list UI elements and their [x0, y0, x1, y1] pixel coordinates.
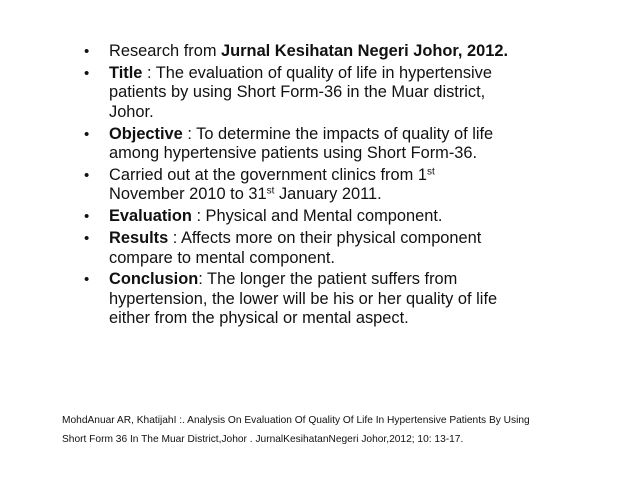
carried-out-line-2: November 2010 to 31: [109, 185, 267, 204]
ordinal-suffix: st: [266, 185, 275, 197]
ordinal-suffix: st: [426, 166, 435, 178]
bullet-carried-out: [82, 166, 562, 205]
citation: [62, 411, 632, 449]
objective-text-line-1: : To determine the impacts of quality of life: [182, 124, 494, 143]
conclusion-label: Conclusion: [109, 270, 199, 289]
title-label: Title: [109, 63, 143, 82]
bullet-title: [82, 64, 562, 122]
research-prefix: Research from: [109, 42, 222, 60]
results-text-line-1: : Affects more on their physical component: [168, 229, 482, 248]
bullet-dot: •: [84, 271, 90, 289]
bullet-objective: [82, 125, 562, 164]
research-source: Jurnal Kesihatan Negeri Johor, 2012.: [221, 42, 508, 60]
title-text-line-3: Johor.: [109, 102, 154, 121]
carried-out-line-2-end: January 2011.: [274, 185, 382, 204]
bullet-dot: •: [84, 166, 90, 184]
bullet-results: [82, 229, 562, 268]
bullet-evaluation: [82, 207, 562, 226]
conclusion-text-line-1: : The longer the patient suffers from: [198, 270, 458, 289]
bullet-dot: •: [84, 43, 90, 60]
results-label: Results: [109, 229, 169, 248]
title-text-line-2: patients by using Short Form-36 in the Muar district,: [109, 83, 486, 102]
bullet-list: [82, 42, 562, 331]
bullet-conclusion: [82, 270, 562, 328]
bullet-dot: •: [84, 230, 90, 248]
conclusion-text-line-2: hypertension, the lower will be his or her quality of life: [109, 289, 498, 308]
results-text-line-2: compare to mental component.: [109, 248, 335, 267]
bullet-dot: •: [84, 208, 90, 226]
evaluation-text: : Physical and Mental component.: [191, 207, 443, 226]
objective-text-line-2: among hypertensive patients using Short Form-36.: [109, 144, 478, 163]
bullet-dot: •: [84, 64, 90, 82]
bullet-dot: •: [84, 125, 90, 143]
conclusion-text-line-3: either from the physical or mental aspect.: [109, 309, 409, 328]
evaluation-label: Evaluation: [109, 207, 192, 226]
title-text-line-1: : The evaluation of quality of life in hypertensive: [142, 63, 492, 82]
citation-line-2: Short Form 36 In The Muar District,Johor . JurnalKesihatanNegeri Johor,2012; 10: 13-17.: [62, 434, 464, 445]
citation-line-1: MohdAnuar AR, KhatijahI :. Analysis On Evaluation Of Quality Of Life In Hypertensive Patients By Using: [62, 415, 530, 426]
objective-label: Objective: [109, 124, 183, 143]
bullet-research: [82, 42, 562, 61]
carried-out-line-1: Carried out at the government clinics from 1: [109, 165, 427, 184]
